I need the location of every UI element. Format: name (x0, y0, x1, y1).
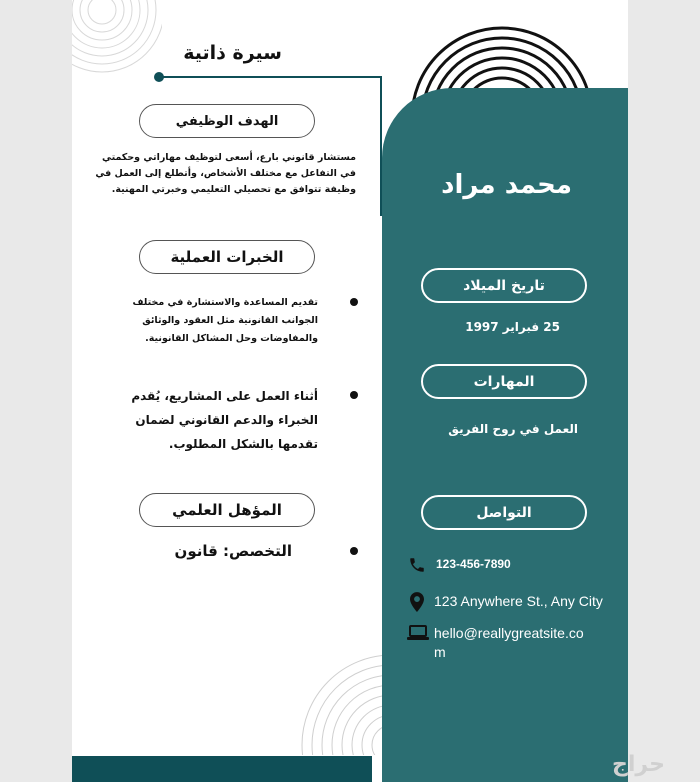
bottom-strip (72, 756, 372, 782)
location-icon (410, 592, 424, 612)
experience-item-1: تقديم المساعدة والاستشارة في مختلف الجوانب القانونية مثل العقود والوثائق والمفاوضات وحل المشاكل القانونية. (132, 297, 318, 344)
contact-heading: التواصل (421, 495, 587, 530)
objective-heading: الهدف الوظيفي (139, 104, 315, 138)
bullet (350, 391, 358, 399)
experience-heading: الخبرات العملية (139, 240, 315, 274)
education-heading: المؤهل العلمي (139, 493, 315, 527)
skills-value: العمل في روح الفريق (448, 422, 578, 436)
watermark: حراج (612, 752, 665, 777)
contact-phone[interactable]: 123-456-7890 (436, 557, 511, 571)
skills-heading: المهارات (421, 364, 587, 399)
birth-heading: تاريخ الميلاد (421, 268, 587, 303)
cv-sheet (72, 0, 628, 782)
contact-address: 123 Anywhere St., Any City (434, 593, 603, 609)
cv-title: سيرة ذاتية (183, 42, 282, 64)
birth-value: 25 فبراير 1997 (465, 320, 560, 334)
education-item: التخصص: قانون (174, 542, 292, 560)
candidate-name: محمد مراد (441, 170, 572, 200)
connector-dot (154, 72, 164, 82)
connector-line (160, 76, 382, 78)
experience-item-2: أثناء العمل على المشاريع، يُقدم الخبراء والدعم القانوني لضمان تقدمها بالشكل المطلوب. (131, 389, 318, 451)
decor-arcs-top-left (72, 0, 162, 80)
objective-text: مستشار قانوني بارع، أسعى لتوظيف مهاراتي وحكمتي في التفاعل مع مختلف الأشخاص، وأتطلع إلى العمل في وظيفة تتوافق مع تحصيلي التعليمي وخبرتي المهنية. (95, 152, 356, 195)
phone-icon (408, 556, 426, 574)
laptop-icon (407, 625, 429, 641)
bullet (350, 547, 358, 555)
contact-email[interactable]: hello@reallygreatsite.com (434, 625, 584, 660)
bullet (350, 298, 358, 306)
